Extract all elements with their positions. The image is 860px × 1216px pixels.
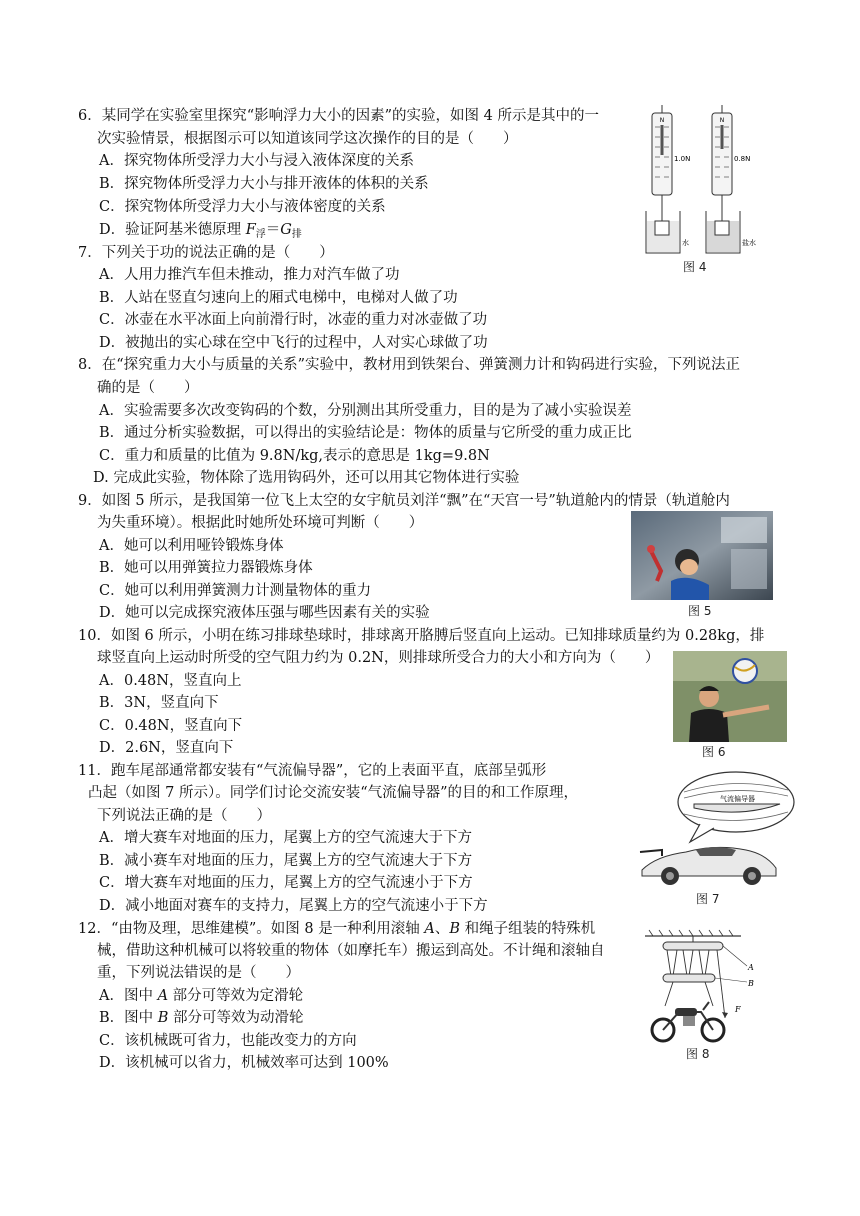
- q9-stem-line2: 为失重环境）。根据此时她所处环境可判断（ ）: [97, 515, 424, 531]
- q8-option-c: C．重力和质量的比值为 9.8N/kg,表示的意思是 1kg=9.8N: [99, 448, 490, 464]
- q6-d-eq: ＝: [265, 222, 281, 238]
- q12-stem-line1: [78, 918, 595, 940]
- q9-stem-line1: 9．如图 5 所示，是我国第一位飞上太空的女宇航员刘洋“飘”在“天宫一号”轨道舱内的情景（轨道舱内: [78, 493, 730, 509]
- q6-d-f: F: [245, 222, 256, 238]
- q12-b-prefix: B．图中: [99, 1010, 158, 1026]
- figure-5-astronaut-photo: [631, 511, 773, 600]
- q11-option-c: C．增大赛车对地面的压力，尾翼上方的空气流速小于下方: [99, 875, 473, 891]
- q9-option-a: A．她可以利用哑铃锻炼身体: [99, 538, 284, 554]
- q12-a-suffix: 部分可等效为定滑轮: [168, 988, 304, 1004]
- q12-option-b: [99, 1007, 304, 1029]
- q10-option-c: C．0.48N，竖直向下: [99, 718, 243, 734]
- q7-option-b: B．人站在竖直匀速向上的厢式电梯中，电梯对人做了功: [99, 290, 458, 306]
- figure-7-spoiler-diagram: [636, 768, 798, 890]
- q12-line1-text: 12．“由物及理，思维建模”。如图 8 是一种利用滚轴: [78, 921, 425, 937]
- q11-stem-line2: 凸起（如图 7 所示）。同学们讨论交流安装“气流偏导器”的目的和工作原理，: [88, 785, 579, 801]
- fig8-label-b: B: [748, 979, 754, 988]
- fig4-left-reading: 1.0N: [674, 155, 691, 163]
- q12-b-suffix: 部分可等效为动滑轮: [168, 1010, 304, 1026]
- q12-stem-line3: 重，下列说法错误的是（ ）: [97, 965, 300, 981]
- q12-line1-a: A: [424, 921, 435, 937]
- q8-option-d: D. 完成此实验，物体除了选用钩码外，还可以用其它物体进行实验: [93, 470, 520, 486]
- q12-option-d: D．该机械可以省力，机械效率可达到 100%: [99, 1055, 389, 1071]
- q6-option-c: C．探究物体所受浮力大小与液体密度的关系: [99, 199, 386, 215]
- q7-option-d: D．被抛出的实心球在空中飞行的过程中，人对实心球做了功: [99, 335, 488, 351]
- figure-8-pulley-diagram: [643, 928, 773, 1046]
- q10-option-b: B．3N，竖直向下: [99, 695, 219, 711]
- q8-option-b: B．通过分析实验数据，可以得出的实验结论是：物体的质量与它所受的重力成正比: [99, 425, 632, 441]
- q6-d-g: G: [280, 222, 292, 238]
- fig8-label-f: F: [735, 1005, 741, 1014]
- q10-stem-line1: 10．如图 6 所示，小明在练习排球垫球时，排球离开胳膊后竖直向上运动。已知排球质量约为 0.28kg，排: [78, 628, 765, 644]
- fig8-caption: 图 8: [686, 1047, 710, 1061]
- q12-a-prefix: A．图中: [99, 988, 158, 1004]
- q10-stem-line2: 球竖直向上运动时所受的空气阻力约为 0.2N，则排球所受合力的大小和方向为（ ）: [97, 650, 660, 666]
- q6-d-sub1: 浮: [255, 229, 266, 240]
- fig5-caption: 图 5: [688, 604, 712, 618]
- q6-option-a: A．探究物体所受浮力大小与浸入液体深度的关系: [99, 153, 414, 169]
- q12-line1-b: B: [449, 921, 460, 937]
- q11-option-a: A．增大赛车对地面的压力，尾翼上方的空气流速大于下方: [99, 830, 472, 846]
- q12-line1-mid: 、: [434, 921, 450, 937]
- q7-option-a: A．人用力推汽车但未推动，推力对汽车做了功: [99, 267, 400, 283]
- fig4-right-reading: 0.8N: [734, 155, 751, 163]
- q6-stem-line1: 6．某同学在实验室里探究“影响浮力大小的因素”的实验，如图 4 所示是其中的一: [78, 108, 599, 124]
- fig4-right-liquid: 盐水: [742, 239, 756, 247]
- fig7-caption: 图 7: [696, 892, 720, 906]
- q9-option-c: C．她可以利用弹簧测力计测量物体的重力: [99, 583, 372, 599]
- fig8-label-a: A: [748, 963, 754, 972]
- fig7-spoiler-label: 气流偏导器: [720, 795, 755, 803]
- q12-a-it: A: [157, 988, 169, 1004]
- q6-stem-line2: 次实验情景，根据图示可以知道该同学这次操作的目的是（ ）: [97, 131, 518, 147]
- fig6-caption: 图 6: [702, 745, 726, 759]
- q12-stem-line2: 械，借助这种机械可以将较重的物体（如摩托车）搬运到高处。不计绳和滚轴自: [97, 943, 605, 959]
- figure-4-spring-scales: [640, 103, 765, 263]
- q9-option-b: B．她可以用弹簧拉力器锻炼身体: [99, 560, 313, 576]
- q6-d-sub2: 排: [291, 229, 302, 240]
- q11-option-b: B．减小赛车对地面的压力，尾翼上方的空气流速大于下方: [99, 853, 473, 869]
- q9-option-d: D．她可以完成探究液体压强与哪些因素有关的实验: [99, 605, 430, 621]
- figure-6-volleyball-photo: [673, 651, 787, 742]
- q6-d-prefix: D．验证阿基米德原理: [99, 222, 246, 238]
- q8-stem-line1: 8．在“探究重力大小与质量的关系”实验中，教材用到铁架台、弹簧测力计和钩码进行实验，下列说法正: [78, 357, 741, 373]
- q12-line1-end: 和绳子组装的特殊机: [459, 921, 596, 937]
- q12-b-it: B: [157, 1010, 169, 1026]
- q12-option-c: C．该机械既可省力，也能改变力的方向: [99, 1033, 357, 1049]
- q11-stem-line3: 下列说法正确的是（ ）: [97, 808, 271, 824]
- q12-option-a: [99, 985, 303, 1007]
- fig4-left-liquid: 水: [682, 239, 689, 247]
- q7-option-c: C．冰壶在水平冰面上向前滑行时，冰壶的重力对冰壶做了功: [99, 312, 488, 328]
- q10-option-d: D．2.6N，竖直向下: [99, 740, 234, 756]
- q6-option-b: B．探究物体所受浮力大小与排开液体的体积的关系: [99, 176, 429, 192]
- fig4-left-unit: N: [659, 117, 665, 124]
- fig4-right-unit: N: [719, 117, 725, 124]
- fig4-caption: 图 4: [683, 260, 707, 274]
- q10-option-a: A．0.48N，竖直向上: [99, 673, 242, 689]
- q7-stem: 7．下列关于功的说法正确的是（ ）: [78, 245, 334, 261]
- q11-option-d: D．减小地面对赛车的支持力，尾翼上方的空气流速小于下方: [99, 898, 488, 914]
- q11-stem-line1: 11．跑车尾部通常都安装有“气流偏导器”，它的上表面平直，底部呈弧形: [78, 763, 547, 779]
- q8-stem-line2: 确的是（ ）: [97, 380, 199, 396]
- q8-option-a: A．实验需要多次改变钩码的个数，分别测出其所受重力，目的是为了减小实验误差: [99, 403, 632, 419]
